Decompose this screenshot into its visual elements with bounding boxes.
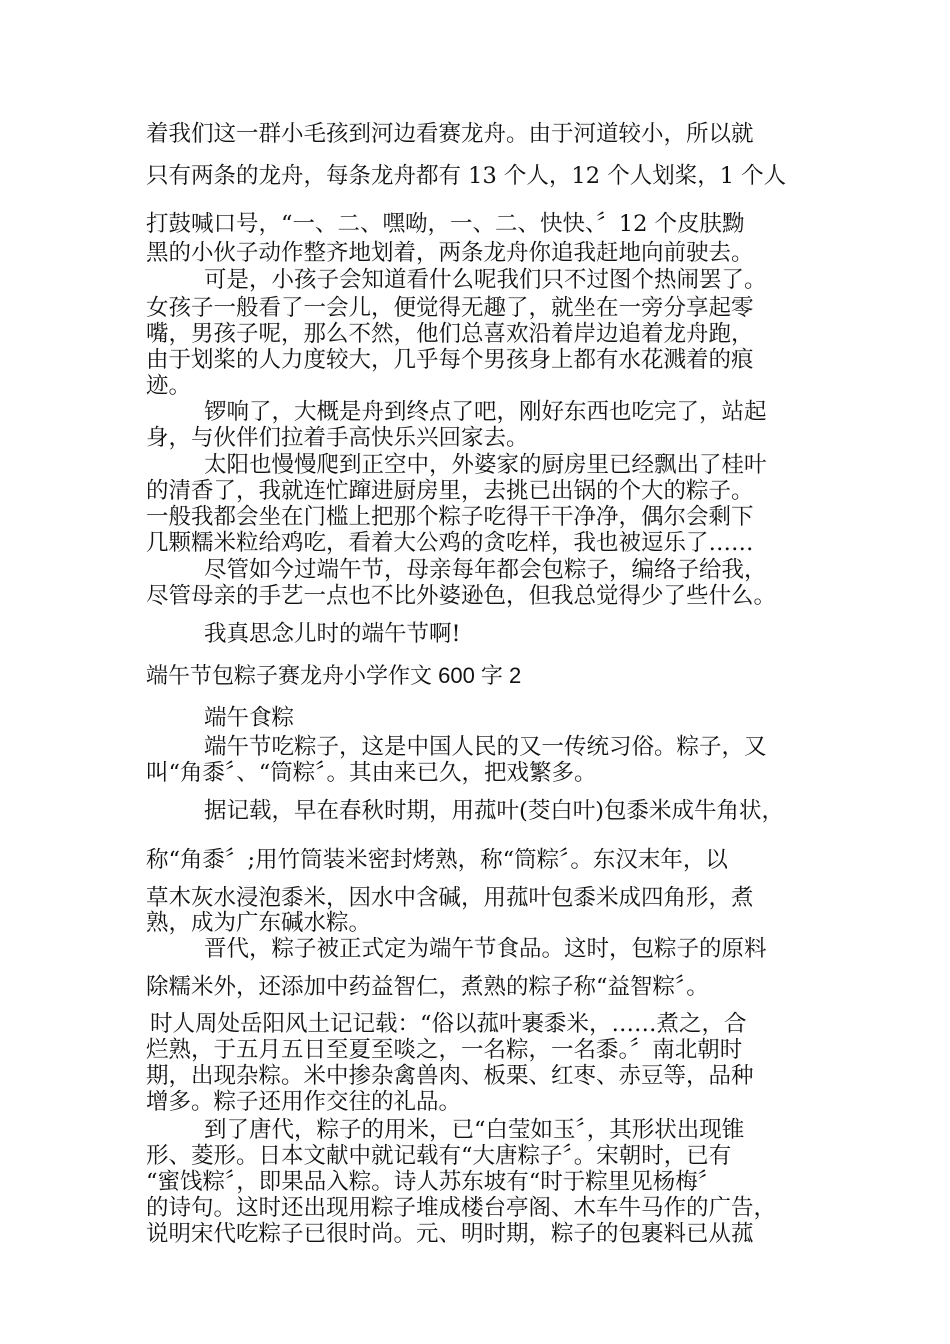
text-line: 锣响了，大概是舟到终点了吧，刚好东西也吃完了，站起 <box>204 399 767 425</box>
text-line: 尽管如今过端午节，母亲每年都会包粽子，编络子给我， <box>204 557 767 583</box>
text-line: 迹。 <box>146 373 192 399</box>
text-line: 我真思念儿时的端午节啊! <box>204 621 461 647</box>
text-line: 据记载，早在春秋时期，用菰叶(茭白叶)包黍米成牛角状， <box>204 798 785 824</box>
text-line: 增多。粽子还用作交往的礼品。 <box>146 1089 462 1115</box>
text-line: 身，与伙伴们拉着手高快乐兴回家去。 <box>146 425 529 451</box>
text-line: 太阳也慢慢爬到正空中，外婆家的厨房里已经飘出了桂叶 <box>204 452 767 478</box>
text-line: “蜜饯粽〞，即果品入粽。诗人苏东坡有“时于粽里见杨梅〞 <box>146 1169 721 1195</box>
text-line: 只有两条的龙舟，每条龙舟都有 13 个人，12 个人划桨，1 个人 <box>146 163 787 189</box>
text-line: 形、菱形。日本文献中就记载有“大唐粽子〞。宋朝时，已有 <box>146 1143 732 1169</box>
text-line: 着我们这一群小毛孩到河边看赛龙舟。由于河道较小，所以就 <box>146 121 754 147</box>
text-line: 时人周处岳阳风土记记载：“俗以菰叶裹黍米，……煮之，合 <box>150 1011 747 1037</box>
text-line: 嘴，男孩子呢，那么不然，他们总喜欢沿着岸边追着龙舟跑， <box>146 321 754 347</box>
text-line: 的清香了，我就连忙蹿进厨房里，去挑已出锅的个大的粽子。 <box>146 478 754 504</box>
text-line: 一般我都会坐在门槛上把那个粽子吃得干干净净，偶尔会剩下 <box>146 504 754 530</box>
text-line: 草木灰水浸泡黍米，因水中含碱，用菰叶包黍米成四角形，煮 <box>146 885 754 911</box>
text-line: 几颗糯米粒给鸡吃，看着大公鸡的贪吃样，我也被逗乐了…… <box>146 530 754 556</box>
text-line: 烂熟，于五月五日至夏至啖之，一名粽，一名黍。〞南北朝时 <box>146 1037 743 1063</box>
text-line: 叫“角黍〞、“筒粽〞。其由来已久，把戏繁多。 <box>146 760 597 786</box>
text-line: 的诗句。这时还出现用粽子堆成楼台亭阁、木车牛马作的广告， <box>146 1195 777 1221</box>
text-line: 打鼓喊口号，“一、二、嘿呦，一、二、快快、〞12 个皮肤黝 <box>146 211 745 237</box>
text-line: 除糯米外，还添加中药益智仁，煮熟的粽子称“益智粽〞。 <box>146 974 709 1000</box>
section-heading: 端午节包粽子赛龙舟小学作文 600 字 2 <box>146 663 522 688</box>
text-line: 女孩子一般看了一会儿，便觉得无趣了，就坐在一旁分享起零 <box>146 295 754 321</box>
text-line: 可是，小孩子会知道看什么呢我们只不过图个热闹罢了。 <box>204 267 767 293</box>
text-line: 晋代，粽子被正式定为端午节食品。这时，包粽子的原料 <box>204 936 767 962</box>
text-line: 尽管母亲的手艺一点也不比外婆逊色，但我总觉得少了些什么。 <box>146 583 777 609</box>
text-line: 熟，成为广东碱水粽。 <box>146 910 372 936</box>
subheading: 端午食粽 <box>204 705 295 731</box>
text-line: 由于划桨的人力度较大，几乎每个男孩身上都有水花溅着的痕 <box>146 347 754 373</box>
text-line: 端午节吃粽子，这是中国人民的又一传统习俗。粽子，又 <box>204 734 767 760</box>
text-line: 到了唐代，粽子的用米，已“白莹如玉〞，其形状出现锥 <box>204 1117 745 1143</box>
text-line: 期，出现杂粽。米中掺杂禽兽肉、板栗、红枣、赤豆等，品种 <box>146 1063 754 1089</box>
text-line: 黑的小伙子动作整齐地划着，两条龙舟你追我赶地向前驶去。 <box>146 240 754 266</box>
text-line: 称“角黍〞;用竹筒装米密封烤熟，称“筒粽〞。东汉末年，以 <box>146 847 728 873</box>
text-line: 说明宋代吃粽子已很时尚。元、明时期，粽子的包裹料已从菰 <box>146 1221 754 1247</box>
